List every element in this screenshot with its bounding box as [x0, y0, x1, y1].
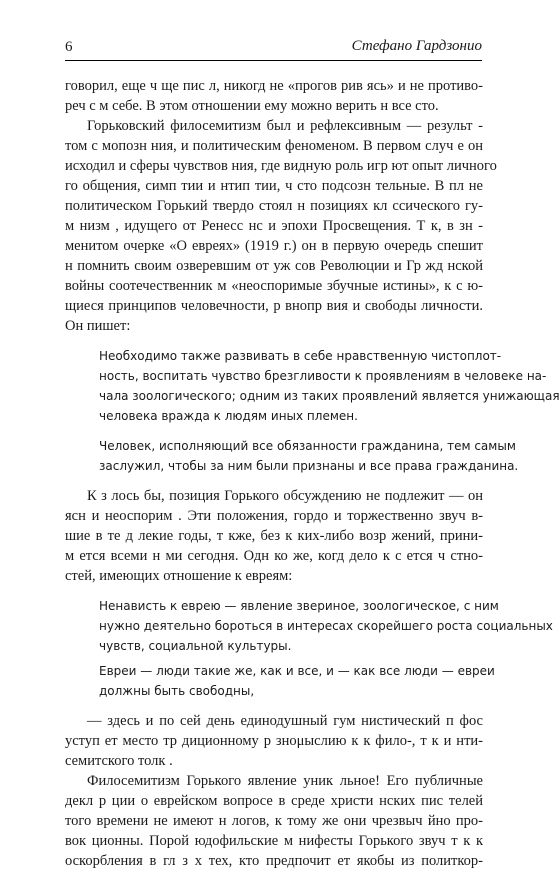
block-quote-2	[65, 436, 519, 476]
page-header	[65, 38, 482, 61]
quote-line: ность, воспитать чувство брезгливости к проявлениям в человеке на-	[99, 369, 547, 383]
text-line: — здесь и по сей день единодушный гум нистический п фос	[87, 713, 483, 729]
text-line: уступ ет место тр диционному р знομыслию к к фило-, т к и нти-	[65, 733, 483, 749]
text-line: том с мопозн ния, и политическим феноменом. В первом случ е он	[65, 138, 483, 154]
page-body	[65, 76, 560, 871]
paragraph-1	[65, 76, 483, 116]
quote-line: заслужил, чтобы за ним были признаны и все права гражданина.	[99, 459, 519, 473]
text-line: Филосемитизм Горького явление уник льное! Его публичные	[87, 773, 483, 789]
paragraph-3	[65, 486, 483, 586]
text-line: семитского толк .	[65, 753, 173, 769]
text-line: менитом очерке «О евреях» (1919 г.) он в первую очередь спешит	[65, 238, 483, 254]
text-line: щиеся принципов человечности, р внопр вия и свободы личности.	[65, 298, 483, 314]
text-line: ясн и неоспорим . Эти положения, гордо и торжественно звуч в-	[65, 508, 483, 524]
quote-line: нужно деятельно бороться в интересах скорейшего роста социальных	[99, 619, 553, 633]
text-line: говорил, еще ч ще пис л, никогд не «прогов рив ясь» и не противо-	[65, 78, 483, 94]
paragraph-5	[65, 771, 483, 871]
paragraph-4	[65, 711, 483, 771]
page-number: 6	[65, 39, 73, 55]
text-line: К з лось бы, позиция Горького обсуждению не подлежит — он	[87, 488, 483, 504]
text-line: вок ционны. Порой юдофильские м нифесты Горького звуч т к к	[65, 833, 483, 849]
text-line: м ется всеми н ми сегодня. Одн ко же, когд дело к с ется ч стно-	[65, 548, 483, 564]
quote-line: Ненависть к еврею — явление звериное, зоологическое, с ним	[99, 599, 499, 613]
text-line: м низм , идущего от Ренесс нс и эпохи Просвещения. Т к, в зн -	[65, 218, 483, 234]
paragraph-2	[65, 116, 497, 336]
text-line: войны соотечественник м «неоспоримые збучные истины», к с ю-	[65, 278, 483, 294]
quote-line: Человек, исполняющий все обязанности гражданина, тем самым	[99, 439, 516, 453]
text-line: н помнить своим озверевшим от уж сов Революции и Гр жд нской	[65, 258, 483, 274]
quote-line: Необходимо также развивать в себе нравственную чистоплот-	[99, 349, 502, 363]
text-line: Горьковский филосемитизм был и рефлексивным — результ -	[87, 118, 483, 134]
block-quote-1	[65, 346, 560, 426]
quote-line: человека вражда к людям иных племен.	[99, 409, 358, 423]
quote-line: должны быть свободны,	[99, 684, 255, 698]
text-line: политическом Горький твердо стоял н позициях кл ссического гу-	[65, 198, 483, 214]
text-line: реч с м себе. В этом отношении ему можно верить н все сто.	[65, 98, 439, 114]
quote-line: чувств, социальной культуры.	[99, 639, 292, 653]
text-line: Он пишет:	[65, 318, 131, 334]
text-line: того времени не имеют н логов, к тому же они чрезвыч йно про-	[65, 813, 483, 829]
text-line: декл р ции о еврейском вопросе в среде христи нских пис телей	[65, 793, 483, 809]
text-line: шие в те д лекие годы, т кже, без к ких-либо возр жений, прини-	[65, 528, 483, 544]
text-line: го общения, симп тии и нтип тии, ч сто подсозн тельные. В пл не	[65, 178, 483, 194]
text-line: оскорбления в гл з х тех, кто предпочит ет якобы из политкор-	[65, 853, 483, 869]
text-line: стей, имеющих отношение к евреям:	[65, 568, 293, 584]
quote-line: чала зоологического; одним из таких проявлений является унижающая	[99, 389, 560, 403]
text-line: исходил и сферы чувствов ния, где видную роль игр ют опыт личного	[65, 158, 497, 174]
running-head-author: Стефано Гардзонио	[351, 38, 482, 54]
quote-line: Евреи — люди такие же, как и все, и — как все люди — евреи	[99, 664, 495, 678]
block-quote-3	[65, 596, 553, 656]
block-quote-4	[65, 661, 495, 701]
